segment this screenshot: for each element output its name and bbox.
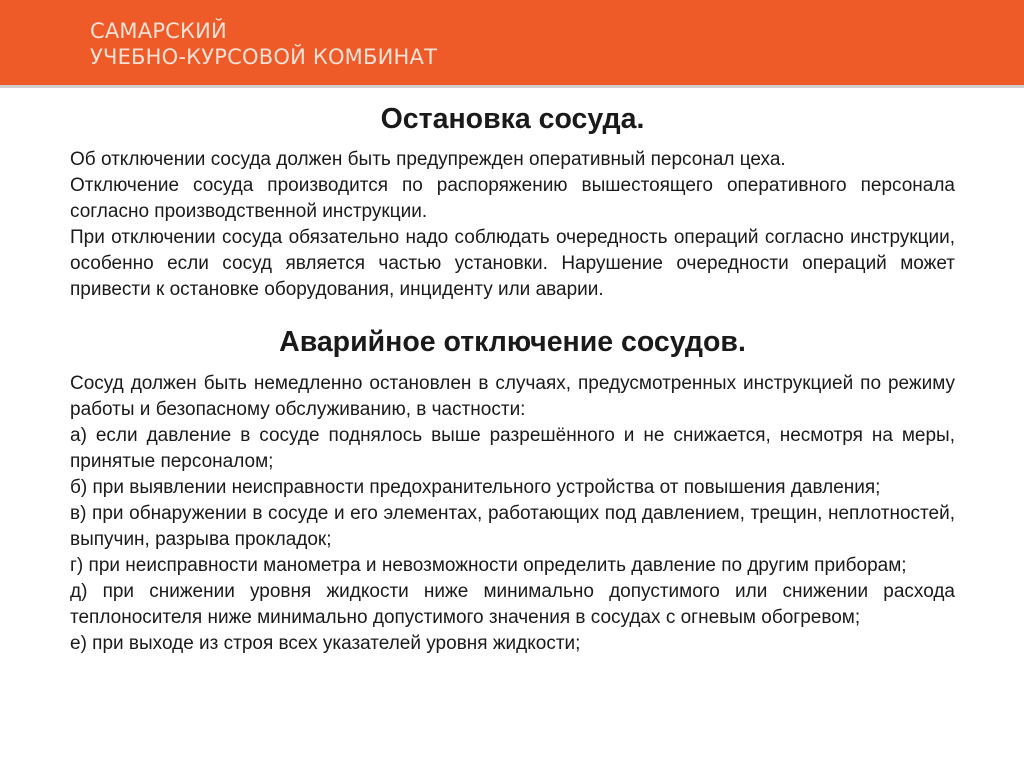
paragraph: Об отключении сосуда должен быть предупрежден оперативный персонал цеха. bbox=[70, 149, 786, 170]
list-item: в) при обнаружении в сосуде и его элементах, работающих под давлением, трещин, неплотностей, выпучин, разрыва прокладок; bbox=[70, 503, 955, 550]
list-item: е) при выходе из строя всех указателей уровня жидкости; bbox=[70, 633, 581, 654]
list-item: б) при выявлении неисправности предохранительного устройства от повышения давления; bbox=[70, 477, 881, 498]
header-divider bbox=[0, 85, 1024, 88]
section-title-emergency: Аварийное отключение сосудов. bbox=[279, 326, 746, 358]
brand-line-1: САМАРСКИЙ bbox=[90, 19, 227, 43]
brand-line-2: УЧЕБНО-КУРСОВОЙ КОМБИНАТ bbox=[90, 45, 438, 69]
paragraph: Отключение сосуда производится по распоряжению вышестоящего оперативного персонала согласно производственной инструкции. bbox=[70, 175, 955, 222]
slide-content bbox=[70, 96, 955, 657]
list-item: д) при снижении уровня жидкости ниже минимально допустимого или снижении расхода теплоносителя ниже минимально допустимого значения в сосудах с огневым обогревом; bbox=[70, 581, 955, 628]
list-item: г) при неисправности манометра и невозможности определить давление по другим приборам; bbox=[70, 555, 907, 576]
paragraph: Сосуд должен быть немедленно остановлен в случаях, предусмотренных инструкцией по режиму работы и безопасному обслуживанию, в частности: bbox=[70, 373, 955, 420]
header-bar bbox=[0, 0, 1024, 85]
list-item: а) если давление в сосуде поднялось выше разрешённого и не снижается, несмотря на меры, принятые персоналом; bbox=[70, 425, 955, 472]
brand-logo bbox=[90, 18, 437, 70]
section-title-stop: Остановка сосуда. bbox=[380, 103, 645, 135]
paragraph: При отключении сосуда обязательно надо соблюдать очередность операций согласно инструкции, особенно если сосуд является частью установки. Нарушение очередности операций может привести к остановке оборудования, инциденту или аварии. bbox=[70, 227, 955, 300]
